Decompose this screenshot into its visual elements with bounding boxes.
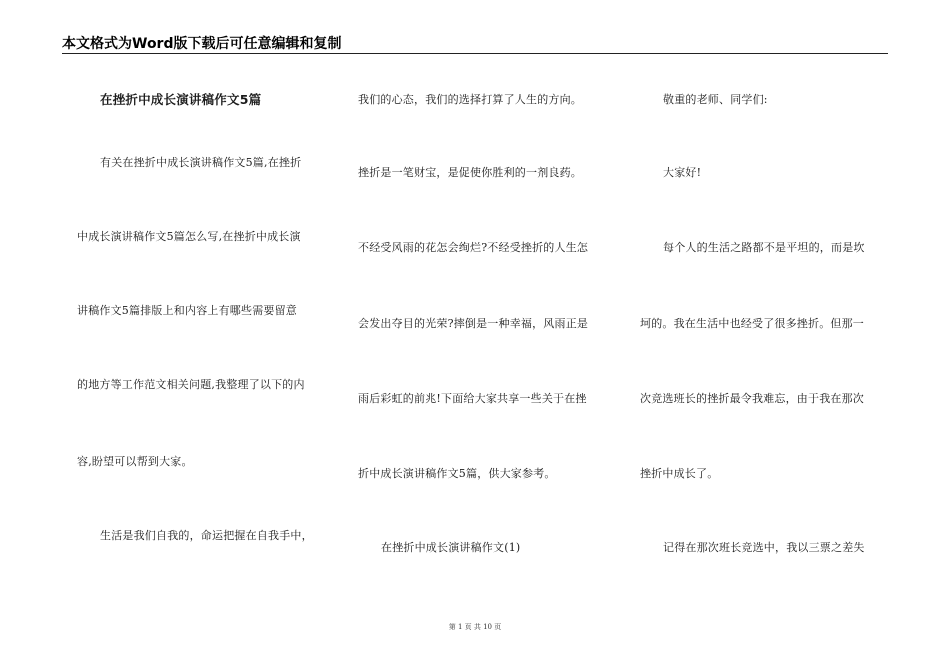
text-line: 每个人的生活之路都不是平坦的，而是坎 — [663, 241, 865, 254]
text-column-1 — [77, 0, 332, 672]
text-line: 坷的。我在生活中也经受了很多挫折。但那一 — [640, 317, 864, 330]
text-line: 挫折是一笔财宝，是促使你胜利的一剂良药。 — [358, 166, 582, 179]
text-line: 我们的心态，我们的选择打算了人生的方向。 — [358, 93, 582, 106]
text-line: 记得在那次班长竞选中，我以三票之差失 — [663, 541, 865, 554]
article-title: 在挫折中成长演讲稿作文5篇 — [100, 92, 262, 107]
page-number: 第 1 页 共 10 页 — [448, 623, 502, 631]
text-column-3 — [640, 0, 885, 672]
text-line: 的地方等工作范文相关问题,我整理了以下的内 — [77, 378, 305, 391]
document-header-title: 本文格式为Word版下载后可任意编辑和复制 — [62, 36, 342, 52]
text-line: 生活是我们自我的，命运把握在自我手中， — [100, 529, 313, 542]
text-line: 有关在挫折中成长演讲稿作文5篇,在挫折 — [100, 156, 302, 169]
text-line: 容,盼望可以帮到大家。 — [77, 455, 193, 468]
text-line: 讲稿作文5篇排版上和内容上有哪些需要留意 — [77, 304, 297, 317]
text-line: 不经受风雨的花怎会绚烂?不经受挫折的人生怎 — [358, 241, 589, 254]
text-line: 中成长演讲稿作文5篇怎么写,在挫折中成长演 — [77, 230, 301, 243]
text-line: 敬重的老师、同学们: — [663, 93, 768, 106]
text-line: 次竞选班长的挫折最令我难忘，由于我在那次 — [640, 392, 864, 405]
section-heading: 在挫折中成长演讲稿作文(1) — [381, 541, 521, 554]
text-line: 挫折中成长了。 — [640, 467, 719, 480]
text-column-2 — [358, 0, 613, 672]
text-line: 大家好! — [663, 166, 702, 179]
text-line: 会发出夺目的光荣?摔倒是一种幸福，风雨正是 — [358, 317, 589, 330]
text-line: 折中成长演讲稿作文5篇，供大家参考。 — [358, 467, 556, 480]
text-line: 雨后彩虹的前兆!下面给大家共享一些关于在挫 — [358, 392, 587, 405]
